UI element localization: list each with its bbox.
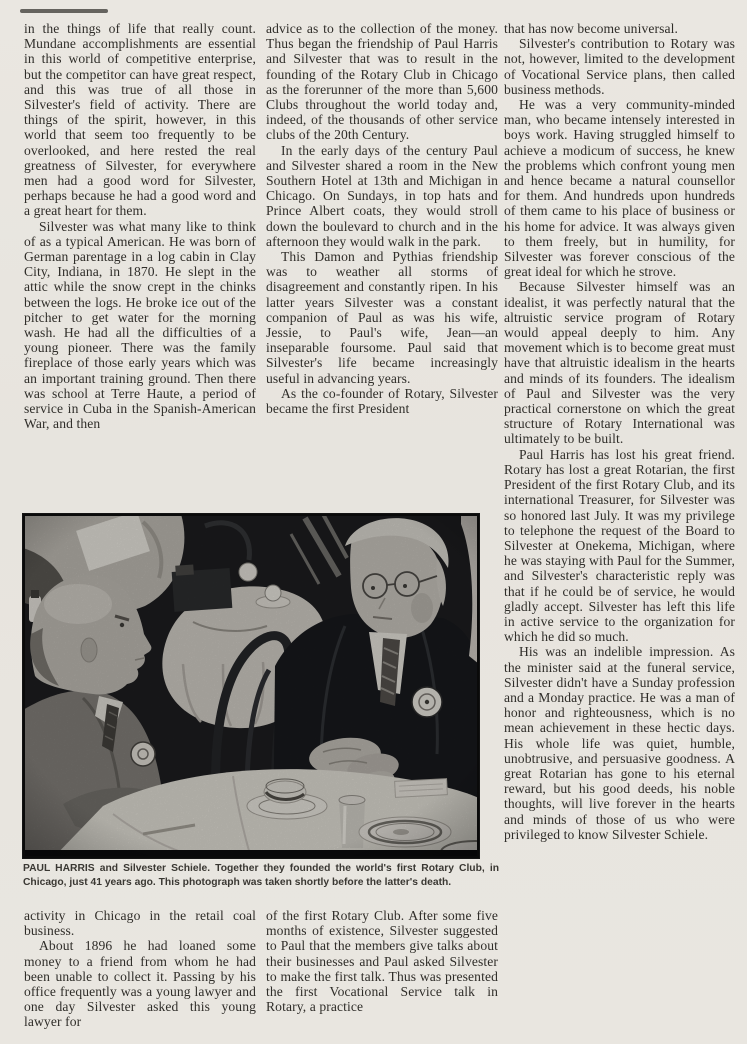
paragraph: advice as to the collection of the money. Thus began the friendship of Paul Harris and Silvester that was to result in the founding of the Rotary Club in Chicago as the forerunner of the more than 5,600 Clubs throughout the world today and, indeed, of the thousands of other service clubs of the 20th Century. (266, 21, 498, 143)
vignette (23, 514, 479, 858)
paragraph: His was an indelible impression. As the minister said at the funeral service, Silvester didn't have a Sunday profession and a Monday practice. He was a man of honor and righteousness, which is no mean achievement in these hectic days. His whole life was quiet, humble, unobtrusive, and persuasive goodness. A great Rotarian has gone to his eternal reward, but his good deeds, his noble thoughts, will live forever in the hearts and minds of those of us who were privileged to know Silvester Schiele. (504, 644, 735, 842)
body-text-column-1-top (24, 21, 256, 431)
paragraph: of the first Rotary Club. After some five months of existence, Silvester suggested to Paul that the members give talks about their businesses and Paul asked Silvester to make the first talk. Thus was presented the first Vocational Service talk in Rotary, a practice (266, 908, 498, 1015)
paragraph: Silvester was what many like to think of as a typical American. He was born of German parentage in a log cabin in Clay City, Indiana, in 1870. He slept in the attic while the snow crept in the chinks between the logs. He broke ice out of the pitcher to get water for the morning wash. He had all the difficulties of a young pioneer. There was the family fireplace of those early years which was an important training ground. Then there was school at Terre Haute, a period of service in Cuba in the Spanish-American War, and then (24, 218, 256, 432)
paragraph: As the co-founder of Rotary, Silvester became the first President (266, 385, 498, 417)
paragraph: in the things of life that really count. Mundane accomplishments are essential in this world of competitive enterprise, but the competitor can have great respect, and this was true of all those in Silvester's field of activity. There are things of the spirit, however, in this world that seem too frequently to be overlooked, and here rested the real greatness of Silvester, for everywhere men had a good word for Silvester, perhaps because he had a good word and a great heart for them. (24, 21, 256, 219)
paragraph: activity in Chicago in the retail coal business. (24, 908, 256, 939)
body-text-column-2-bottom (266, 908, 498, 1014)
paragraph: Silvester's contribution to Rotary was not, however, limited to the development of Vocational Service plans, then called business methods. (504, 36, 735, 97)
paragraph: About 1896 he had loaned some money to a friend from whom he had been unable to collect it. Passing by his office frequently was a young lawyer and one day Silvester asked this young lawyer for (24, 938, 256, 1030)
paragraph: Paul Harris has lost his great friend. Rotary has lost a great Rotarian, the first President of the first Rotary Club, and its international Treasurer, for Silvester was so honored last July. It was my privilege to telephone the request of the Board to Silvester at Onekema, Michigan, where he was staying with Paul for the Summer, and Silvester's characteristic reply was that if he could be of service, he would gladly accept. Silvester has left this life in active service to the organization for which he did so much. (504, 446, 735, 645)
body-text-column-2-top (266, 21, 498, 416)
scan-artifact (20, 9, 108, 13)
paragraph: In the early days of the century Paul and Silvester shared a room in the New Southern Hotel at 13th and Michigan in Chicago. On Sundays, in top hats and Prince Albert coats, they would stroll down the boulevard to church and in the afternoon they would walk in the park. (266, 142, 498, 249)
body-text-column-1-bottom (24, 908, 256, 1030)
paragraph: Because Silvester himself was an idealist, it was perfectly natural that the altruistic service program of Rotary would appeal deeply to him. Any movement which is to become great must have that altruistic idealism in the hearts and minds of its founders. The idealism of Paul and Silvester was the very practical cornerstone on which the great structure of Rotary International was ultimately to be built. (504, 279, 735, 447)
body-text-column-3 (504, 21, 735, 842)
photo-paul-harris-and-silvester-schiele (23, 514, 479, 858)
paragraph: This Damon and Pythias friendship was to weather all storms of disagreement and constantly ripen. In his latter years Silvester was a constant companion of Paul as was his wife, Jessie, to Paul's wife, Jean—an inseparable foursome. Paul said that Silvester's life became increasingly useful in advancing years. (266, 249, 498, 386)
paragraph: He was a very community-minded man, who became intensely interested in boys work. Having struggled himself to achieve a modicum of success, he knew the problems which confront young men and hence became a natural counsellor for them. And hundreds upon hundreds of them came to his place of business or his home for advice. It was always given to them freely, but in humility, for Silvester was forever conscious of the great ideal for which he strove. (504, 97, 735, 280)
paragraph: that has now become universal. (504, 21, 679, 36)
photo-caption: PAUL HARRIS and Silvester Schiele. Together they founded the world's first Rotary Club, in Chicago, just 41 years ago. This photograph was taken shortly before the latter's death. (23, 863, 499, 888)
